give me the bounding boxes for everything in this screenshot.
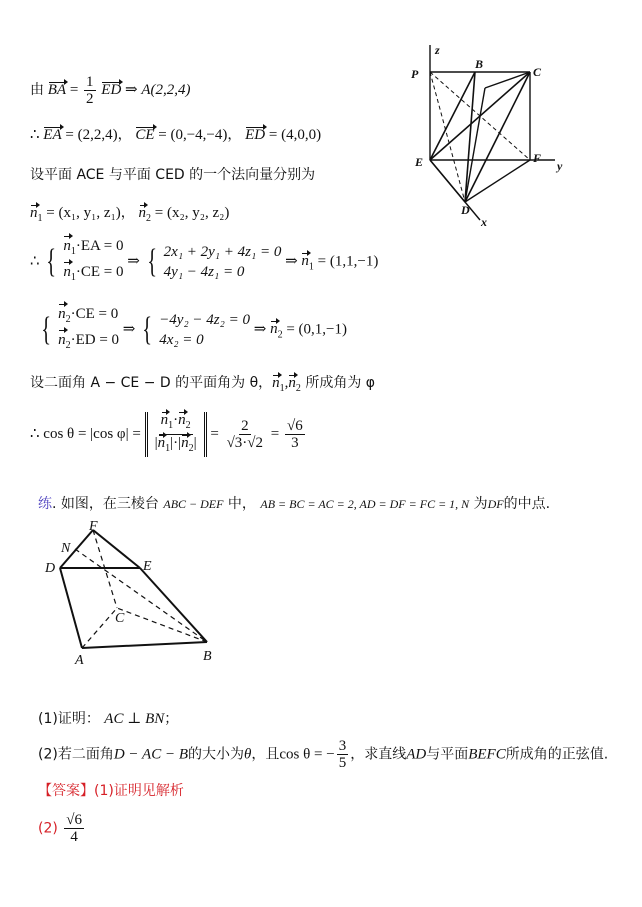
cos-result: ∴ cos θ = |cos φ| = $\frac{n_1\cdot n_2}{|n_1|\cdot|n_2|}$ = $\frac{2}{√3\cdot√2}$ = $\frac{√6}{3}$ bbox=[30, 412, 307, 457]
point-label-D: D bbox=[45, 561, 56, 576]
part-1: (1)证明： AC ⊥ BN； bbox=[38, 711, 179, 727]
dihedral-angle-line: 设二面角 A − CE − D 的平面角为 θ，$n_1,n_2$ 所成角为 φ bbox=[30, 375, 376, 394]
point-label-E: E bbox=[143, 559, 152, 574]
axis-label-y: y bbox=[557, 159, 563, 173]
point-label-B: B bbox=[475, 57, 484, 71]
point-label-E: E bbox=[415, 155, 424, 169]
part-2: (2)若二面角D − AC − B的大小为θ，且cos θ = − $\frac{3}{5}$ ，求直线AD与平面BEFC所成角的正弦值. bbox=[38, 738, 609, 771]
answer-part-2: (2) $\frac{√6}{4}$ bbox=[38, 812, 83, 845]
point-label-F: F bbox=[89, 520, 98, 534]
point-label-A: A bbox=[75, 653, 84, 668]
figure-frustum bbox=[35, 520, 235, 670]
answer-label: 【答案】(1)证明见解析 bbox=[38, 783, 184, 799]
axis-label-x: x bbox=[481, 215, 487, 229]
point-label-B: B bbox=[203, 649, 212, 664]
fraction-half: $\frac{1}{2}$ bbox=[86, 74, 94, 107]
figure-3d-coordinates bbox=[405, 40, 585, 230]
solution-line-2: ∴ EA = (2,2,4)， CE = (0,−4,−4)， ED = (4,0,0) bbox=[30, 127, 322, 143]
exercise-statement: 练. 如图，在三棱台 ABC − DEF 中， AB = BC = AC = 2, AD = DF = FC = 1, N 为DF的中点. bbox=[38, 496, 551, 512]
system-2: { $n_2\cdot CE = 0$ $n_2\cdot ED = 0$ ⇒ { −4y₂ − 4z₂ = 0 4x₂ = 0 ⇒ $n_2 = (0,1,-1)$ bbox=[41, 306, 347, 351]
vector-ED: ED bbox=[101, 81, 122, 98]
solution-line-1: 由 BA = $\frac{1}{2}$ ED ⇒ A(2,2,4) bbox=[30, 74, 191, 107]
point-label-F: F bbox=[533, 151, 542, 165]
vector-BA: BA bbox=[47, 81, 67, 98]
system-1: ∴ { $n_1\cdot EA = 0$ $n_1\cdot CE = 0$ ⇒ { 2x₁ + 2y₁ + 4z₁ = 0 4y₁ − 4z₁ = 0 ⇒ $n_1 = (1,1,-1)$ bbox=[30, 238, 379, 283]
point-label-D: D bbox=[461, 203, 470, 217]
solution-line-3: 设平面 ACE 与平面 CED 的一个法向量分别为 bbox=[30, 167, 316, 183]
point-label-C: C bbox=[533, 65, 542, 79]
axis-label-z: z bbox=[435, 43, 440, 57]
solution-normals: $n_1 = (x_1$, y₁, z₁)， $n_2 = (x_2$, y₂, z₂) bbox=[30, 205, 230, 224]
point-label-P: P bbox=[411, 67, 419, 81]
point-label-C: C bbox=[115, 611, 125, 626]
point-label-N: N bbox=[61, 541, 71, 556]
